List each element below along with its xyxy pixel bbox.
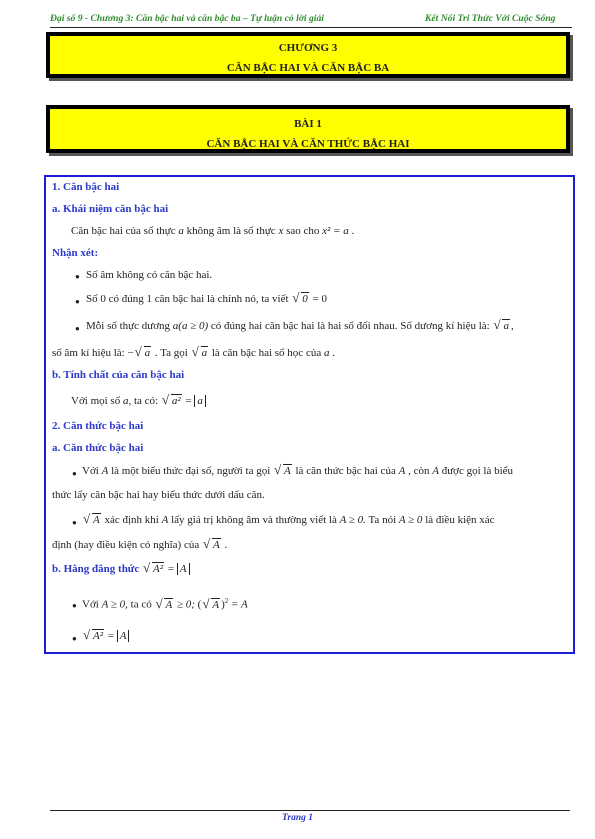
section-1-title: 1. Căn bậc hai: [52, 181, 120, 193]
content-box: [44, 175, 575, 654]
para-1-line-2: thức lấy căn bậc hai hay biểu thức dưới dấu căn.: [52, 489, 265, 501]
section-1a-title: a. Khái niệm căn bậc hai: [52, 203, 169, 215]
para-2: √ A xác định khi A lấy giá trị không âm và thường viết là A ≥ 0. Ta nói A ≥ 0 là điều kiện xác: [83, 511, 495, 526]
remark-3: Mỗi số thực dương a(a ≥ 0) có đúng hai căn bậc hai là hai số đối nhau. Số dương kí hiệu là: √ a ,: [86, 317, 514, 332]
lesson-title: CĂN BẬC HAI VÀ CĂN THỨC BẬC HAI: [206, 138, 410, 150]
section-1b-title: b. Tính chất của căn bậc hai: [52, 369, 185, 381]
identity-2: √ A² = A: [82, 630, 129, 642]
bullet-icon: ●: [72, 518, 77, 527]
definition-line: Căn bậc hai của số thực a không âm là số thực x sao cho x² = a .: [71, 225, 355, 237]
bullet-icon: ●: [72, 601, 77, 610]
identity-1: Với A ≥ 0, ta có √ A ≥ 0; ( √ A )$^2$ = A: [82, 595, 248, 611]
bullet-icon: ●: [72, 634, 77, 643]
bullet-icon: ●: [75, 324, 80, 333]
bullet-icon: ●: [75, 297, 80, 306]
section-2a-title: a. Căn thức bậc hai: [52, 442, 144, 454]
chapter-banner: [46, 32, 570, 78]
header-left: Đại số 9 - Chương 3: Căn bậc hai và căn bậc ba – Tự luận có lời giải: [50, 13, 324, 24]
para-2-line-2: định (hay điều kiện có nghĩa) của √ A .: [52, 536, 228, 551]
lesson-number: BÀI 1: [294, 118, 322, 130]
bullet-icon: ●: [75, 272, 80, 281]
section-2b-title: b. Hằng đẳng thức √ A² = A: [52, 563, 190, 575]
remark-title: Nhận xét:: [52, 247, 99, 259]
header-divider: [50, 27, 572, 28]
section-2-title: 2. Căn thức bậc hai: [52, 420, 144, 432]
chapter-number: CHƯƠNG 3: [278, 42, 338, 54]
bullet-icon: ●: [72, 469, 77, 478]
property-line: Với mọi số a, ta có: √ a² = a: [71, 395, 206, 407]
header-right: Kết Nối Tri Thức Với Cuộc Sống: [425, 13, 556, 24]
para-1: Với A là một biểu thức đại số, người ta gọi √ A là căn thức bậc hai của A , còn A được gọi là biểu: [82, 462, 514, 477]
remark-1: Số âm không có căn bậc hai.: [86, 269, 213, 281]
lesson-banner: [46, 105, 570, 153]
page-number: Trang 1: [281, 813, 314, 823]
remark-4: số âm kí hiệu là: − √ a . Ta gọi √ a là căn bậc hai số học của a .: [52, 344, 335, 359]
chapter-title: CĂN BẬC HAI VÀ CĂN BẬC BA: [226, 62, 390, 74]
remark-2: Số 0 có đúng 1 căn bậc hai là chính nó, ta viết √ 0 = 0: [86, 290, 327, 305]
footer-divider: [50, 810, 570, 811]
